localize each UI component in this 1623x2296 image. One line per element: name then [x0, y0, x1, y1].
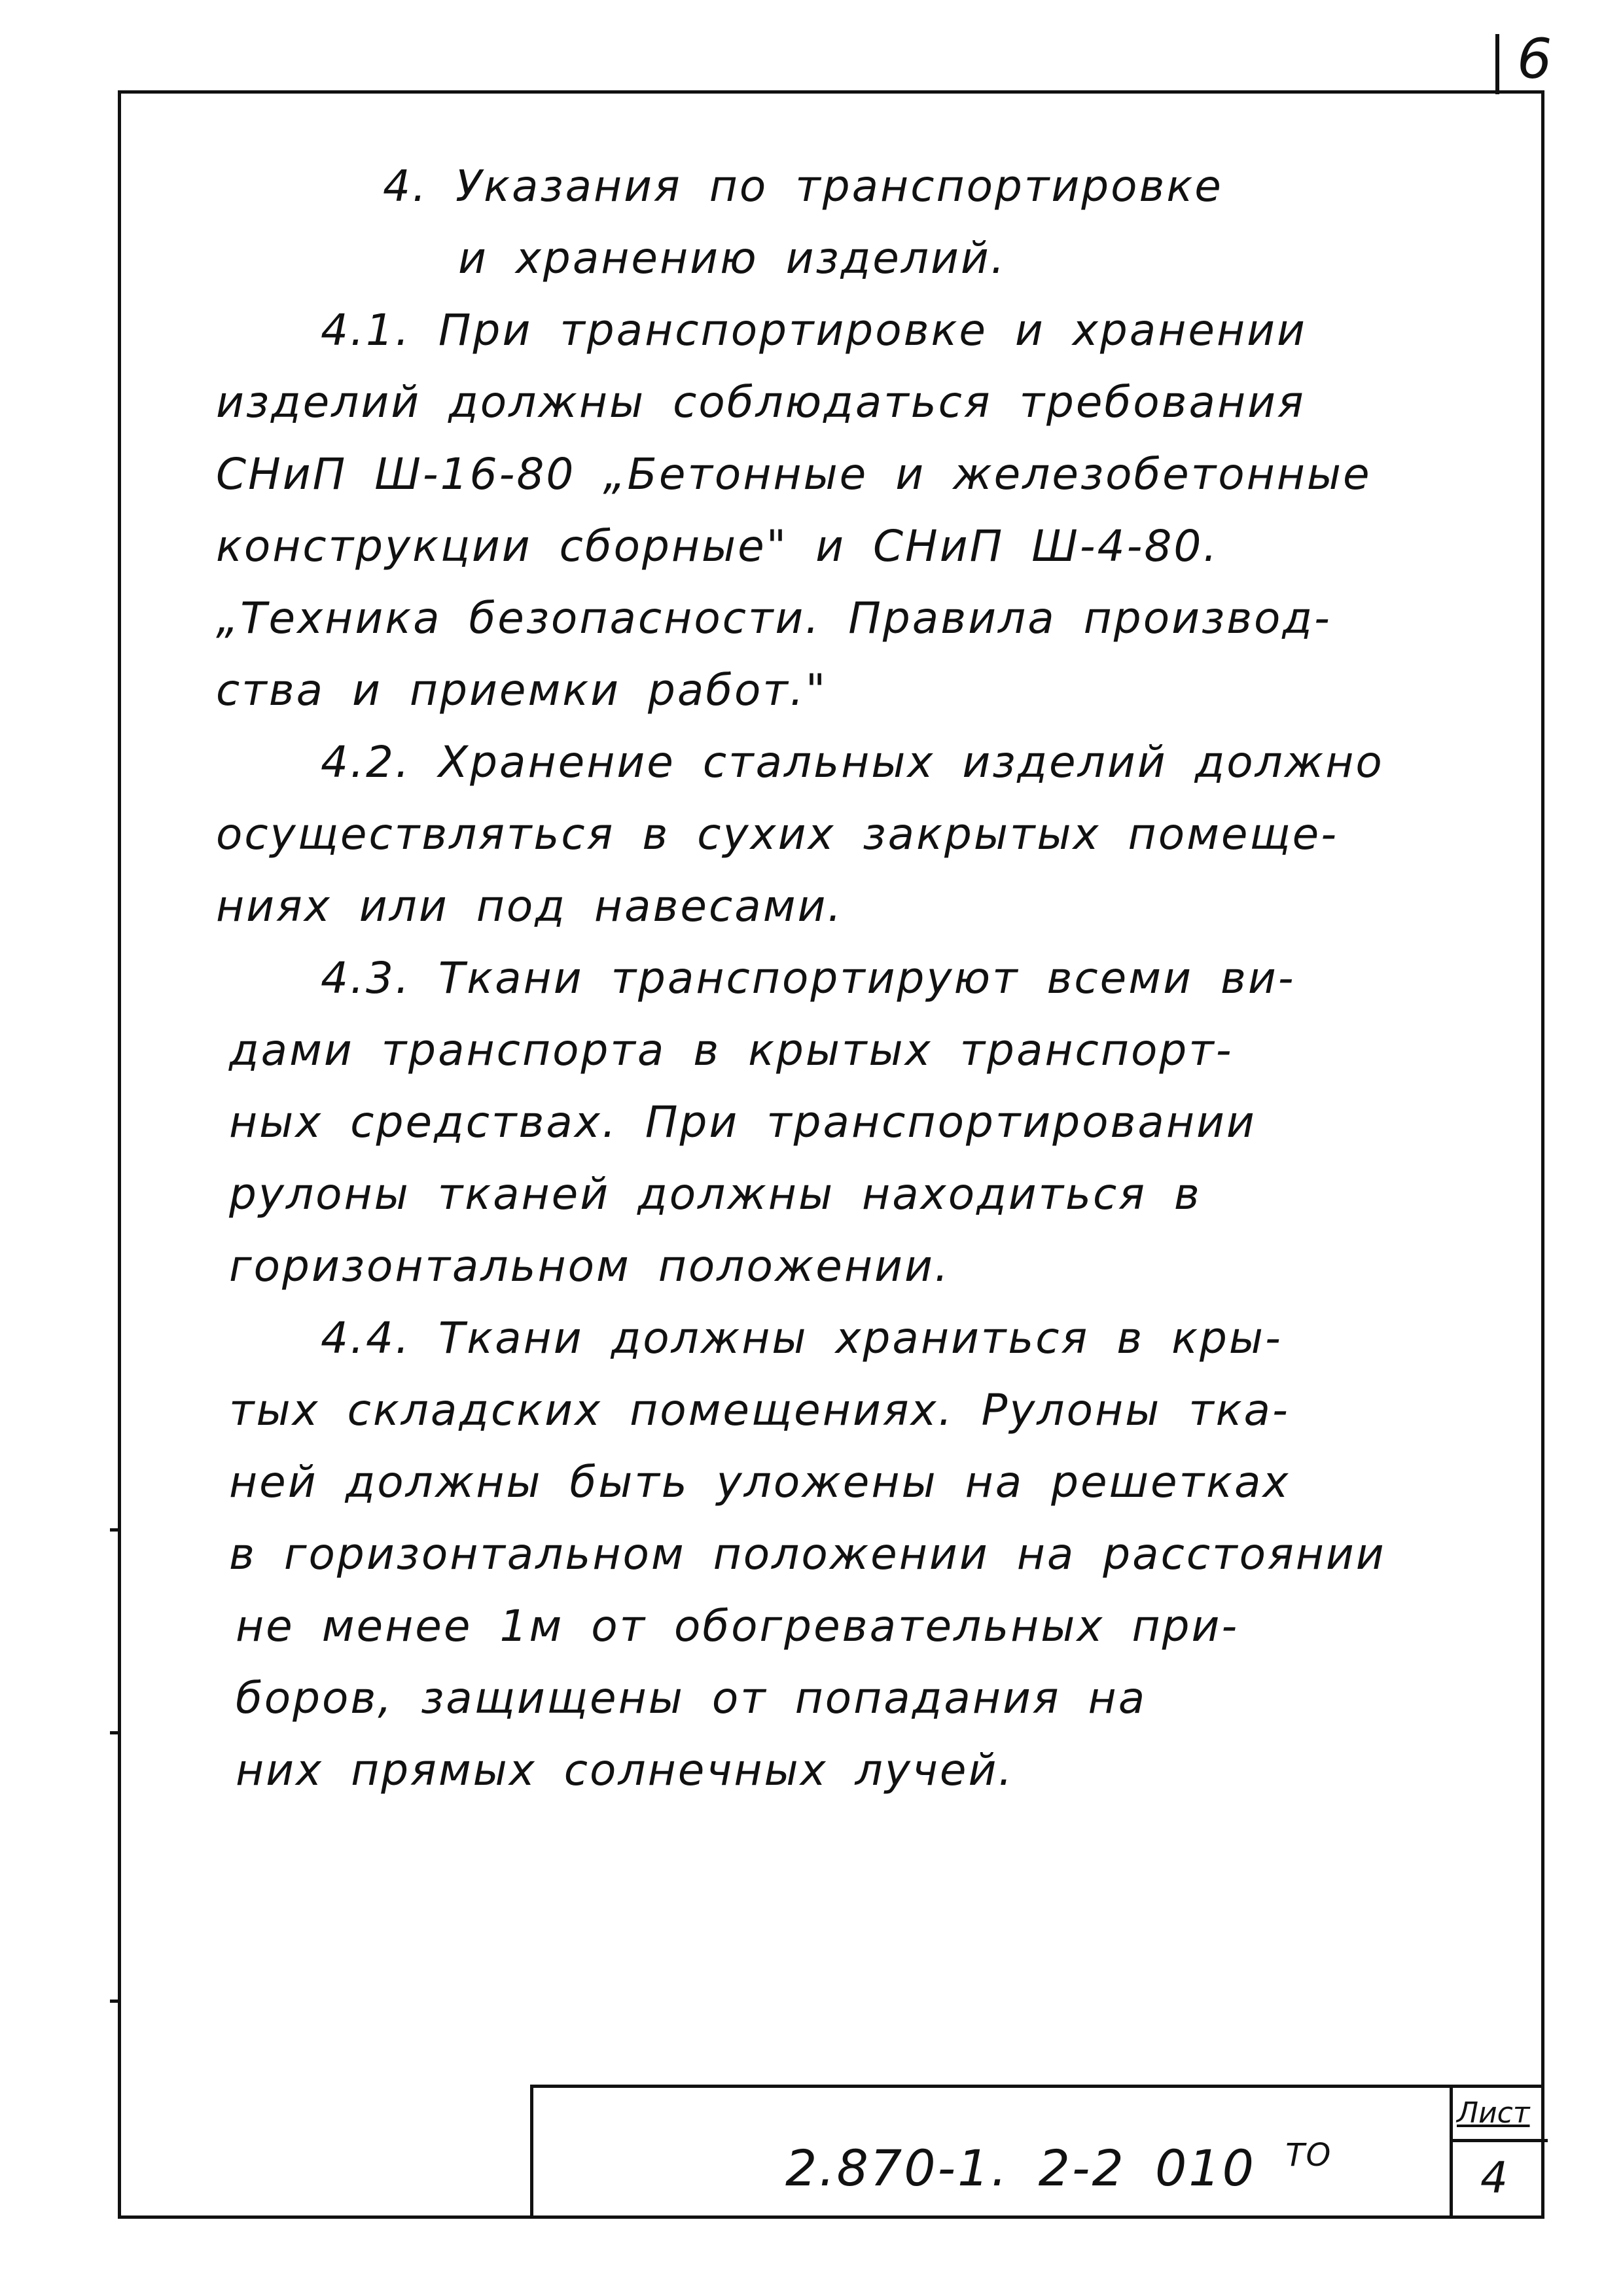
page-number-divider	[1495, 34, 1499, 94]
document-code	[785, 2126, 1332, 2198]
text-line: горизонтальном положении.	[229, 1241, 950, 1291]
text-line: тых складских помещениях. Рулоны тка-	[229, 1385, 1290, 1435]
text-line: 4.4. Ткани должны храниться в кры-	[321, 1313, 1283, 1363]
text-line: 4.2. Хранение стальных изделий должно	[321, 737, 1384, 787]
sheet-label: Лист	[1457, 2096, 1530, 2130]
text-line: рулоны тканей должны находиться в	[229, 1169, 1202, 1219]
text-line: них прямых солнечных лучей.	[236, 1745, 1014, 1795]
text-line: изделий должны соблюдаться требования	[216, 377, 1306, 427]
document-body	[216, 151, 1459, 1806]
document-code-number: 2.870-1. 2-2 010	[785, 2139, 1257, 2197]
text-line: „Техника безопасности. Правила производ-	[216, 593, 1332, 643]
section-title-continued: и хранению изделий.	[458, 233, 1007, 283]
text-line: ных средствах. При транспортировании	[229, 1097, 1257, 1147]
title-block	[530, 2085, 1544, 2219]
text-line: СНиП Ш-16-80 „Бетонные и железобетонные	[216, 449, 1372, 499]
document-code-suffix: ТО	[1285, 2137, 1332, 2174]
text-line: ниях или под навесами.	[216, 881, 844, 931]
sheet-cell-divider	[1453, 2139, 1548, 2142]
text-line: не менее 1м от обогревательных при-	[236, 1601, 1240, 1651]
text-line: ней должны быть уложены на решетках	[229, 1457, 1291, 1507]
text-line: дами транспорта в крытых транспорт-	[229, 1025, 1234, 1075]
text-line: конструкции сборные" и СНиП Ш-4-80.	[216, 521, 1219, 571]
text-line: ства и приемки работ."	[216, 665, 828, 715]
text-line: боров, защищены от попадания на	[236, 1673, 1147, 1723]
sheet-number: 4	[1480, 2153, 1510, 2203]
text-line: осуществляться в сухих закрытых помеще-	[216, 809, 1339, 859]
text-line: 4.3. Ткани транспортируют всеми ви-	[321, 953, 1296, 1003]
text-line: в горизонтальном положении на расстоянии	[229, 1529, 1386, 1579]
text-line: 4.1. При транспортировке и хранении	[321, 305, 1307, 355]
section-title: 4. Указания по транспортировке	[383, 161, 1223, 211]
page-number: 6	[1517, 27, 1554, 91]
sheet-cell	[1450, 2088, 1544, 2219]
